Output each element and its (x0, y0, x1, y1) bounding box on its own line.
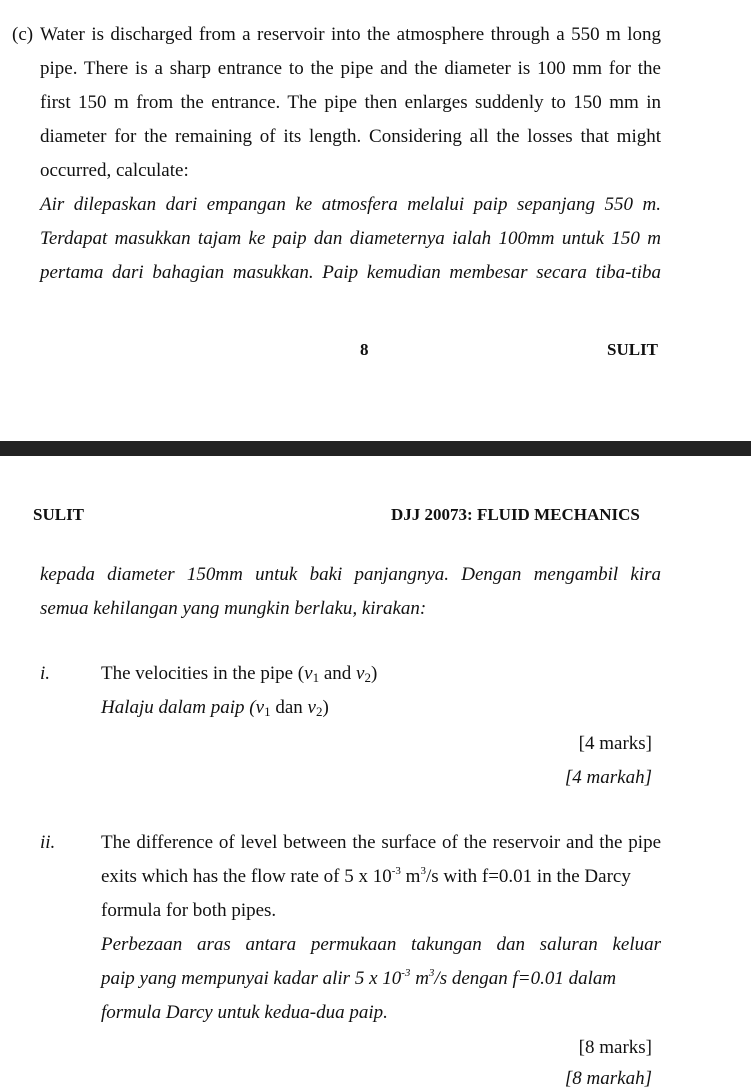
item-i-en-post: ) (370, 663, 378, 684)
item-ii-ms2-pre: paip yang mempunyai kadar alir 5 x 10 (101, 968, 402, 989)
item-ii-text-ms-line-3: formula Darcy untuk kedua-dua paip. (101, 1002, 388, 1023)
item-ii-en2-exp: -3 (391, 865, 401, 877)
item-i-ms-sub2: 2 (315, 704, 323, 719)
item-ii-text-ms-line-2 (101, 969, 616, 988)
item-i-label: i. (40, 663, 51, 684)
question-text-en-line-5: occurred, calculate: (40, 160, 189, 181)
item-ii-ms2-unit-exp: 3 (428, 967, 435, 979)
footer-sulit-label: SULIT (607, 340, 659, 359)
item-ii-text-en-line-1: The difference of level between the surface of the reservoir and the pipe (101, 832, 661, 853)
item-ii-marks-en: [8 marks] (578, 1037, 652, 1058)
item-i-ms-v1: v (255, 697, 265, 718)
page-break-divider (0, 441, 751, 456)
item-i-ms-mid: dan (270, 697, 308, 718)
item-i-en-sub1: 1 (312, 670, 320, 685)
header-sulit-label: SULIT (33, 505, 85, 524)
item-ii-text-en-line-3: formula for both pipes. (101, 900, 277, 921)
question-text-ms-cont-line-1: kepada diameter 150mm untuk baki panjangnya. Dengan mengambil kira (40, 564, 661, 585)
item-i-ms-v2: v (307, 697, 316, 718)
item-ii-label: ii. (40, 832, 56, 853)
question-text-ms-line-2: Terdapat masukkan tajam ke paip dan diameternya ialah 100mm untuk 150 m (40, 228, 661, 249)
item-i-en-sub2: 2 (364, 670, 371, 685)
question-text-en-line-1: Water is discharged from a reservoir into the atmosphere through a 550 m long (40, 24, 661, 45)
question-text-en-line-3: first 150 m from the entrance. The pipe then enlarges suddenly to 150 mm in (40, 92, 661, 113)
item-ii-en2-unit: m (400, 866, 421, 887)
page-number: 8 (360, 340, 369, 359)
item-i-en-v1: v (304, 663, 313, 684)
item-ii-en2-unit-exp: 3 (420, 865, 426, 877)
item-i-en-v2: v (356, 663, 365, 684)
item-ii-ms2-post: /s dengan f=0.01 dalam (434, 968, 617, 989)
question-text-ms-line-3: pertama dari bahagian masukkan. Paip kemudian membesar secara tiba-tiba (40, 262, 661, 283)
item-ii-marks-ms: [8 markah] (564, 1068, 652, 1089)
item-i-en-pre: The velocities in the pipe ( (101, 663, 305, 684)
question-text-ms-line-1: Air dilepaskan dari empangan ke atmosfera melalui paip sepanjang 550 m. (40, 194, 661, 215)
item-ii-ms2-exp: -3 (401, 967, 411, 979)
item-i-ms-post: ) (322, 697, 329, 718)
question-label: (c) (12, 24, 34, 45)
item-ii-marks-ms-clip (0, 1068, 751, 1089)
item-i-marks-en: [4 marks] (578, 733, 652, 754)
item-i-en-mid: and (319, 663, 357, 684)
item-ii-text-ms-line-1: Perbezaan aras antara permukaan takungan dan saluran keluar (101, 934, 661, 955)
question-text-en-line-2: pipe. There is a sharp entrance to the pipe and the diameter is 100 mm for the (40, 58, 661, 79)
item-ii-text-en-line-2 (101, 867, 661, 886)
item-i-marks-ms: [4 markah] (564, 767, 652, 788)
header-course-title: DJJ 20073: FLUID MECHANICS (391, 505, 640, 524)
item-ii-ms2-unit: m (410, 968, 429, 989)
item-ii-en2-pre: exits which has the flow rate of 5 x 10 (101, 866, 392, 887)
item-i-ms-sub1: 1 (264, 704, 271, 719)
question-text-ms-cont-line-2: semua kehilangan yang mungkin berlaku, kirakan: (40, 598, 427, 619)
item-i-text-ms (101, 698, 329, 717)
item-i-text-en (101, 664, 377, 683)
question-text-en-line-4: diameter for the remaining of its length. Considering all the losses that might (40, 126, 661, 147)
item-i-ms-pre: Halaju dalam paip ( (101, 697, 256, 718)
item-ii-en2-post: /s with f=0.01 in the Darcy (425, 866, 631, 887)
